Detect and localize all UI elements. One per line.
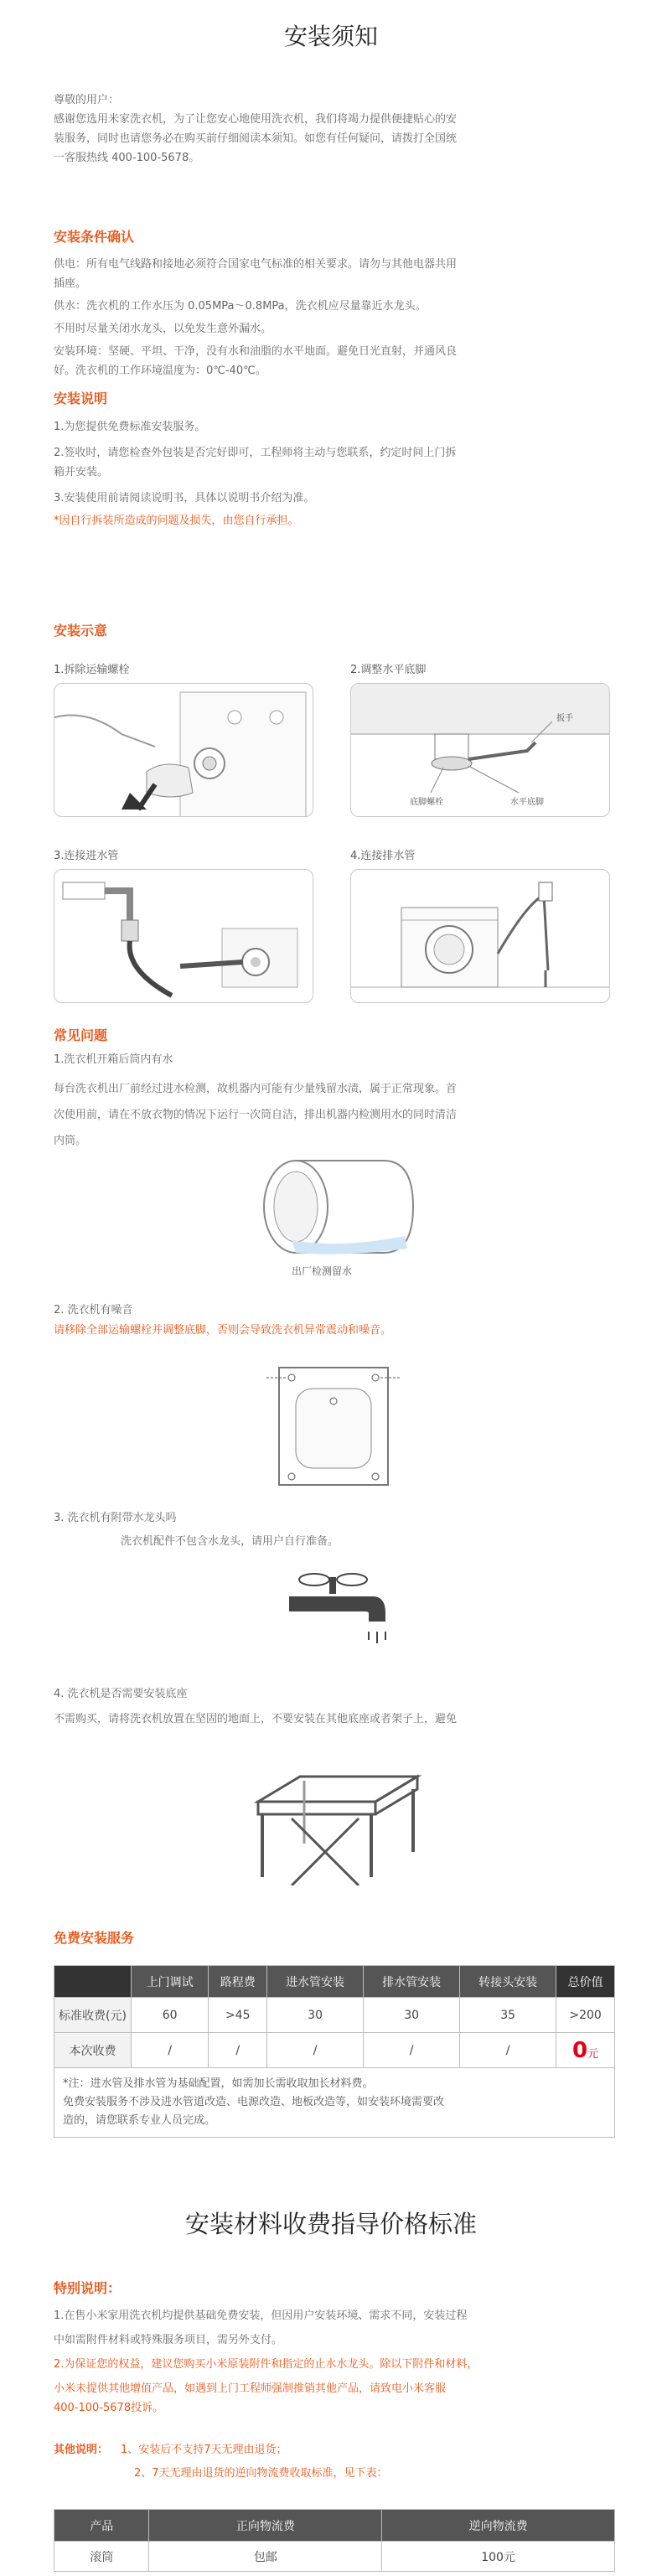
intro-line: 感谢您选用米家洗衣机，为了让您安心地使用洗衣机，我们将竭力提供便捷贴心的安 (54, 113, 458, 126)
table-cell: 30 (364, 1998, 460, 2033)
fees-col-header: 总价值 (556, 1966, 615, 1998)
conditions-line: 不用时尽量关闭水龙头，以免发生意外漏水。 (54, 323, 272, 335)
step-1-illustration (54, 683, 313, 817)
intro-text (54, 110, 623, 168)
materials-orange-line: 小米未提供其他增值产品，如遇到上门工程师强制推销其他产品，请致电小米客服 (54, 2382, 447, 2395)
table-cell: / (460, 2033, 556, 2068)
instructions-line: 箱并安装。 (54, 466, 109, 478)
conditions-line: 供电：所有电气线路和接地必须符合国家电气标准的相关要求。请勿与其他电器共用 (54, 258, 458, 271)
conditions-text (54, 255, 632, 380)
fees-col-header: 排水管安装 (364, 1966, 460, 1998)
materials-line: 1.在售小米家用洗衣机均提供基础免费安装，但因用户安装环境、需求不同，安装过程 (54, 2310, 468, 2322)
faq-heading: 常见问题 (54, 1027, 108, 1043)
table-cell: 标准收费(元) (54, 1998, 132, 2033)
table-cell: 35 (460, 1998, 556, 2033)
instructions-line: 3.安装使用前请阅读说明书，具体以说明书介绍为准。 (54, 492, 315, 504)
step-2-label: 2.调整水平底脚 (350, 664, 427, 676)
table-row (54, 2542, 615, 2572)
special-heading: 特别说明： (54, 2280, 122, 2296)
materials-text (54, 2306, 632, 2418)
step-1-label: 1.拆除运输螺栓 (54, 664, 130, 676)
conditions-line: 插座。 (54, 277, 87, 290)
faucet-icon (289, 1563, 390, 1655)
other-line: 2、7天无理由退货的逆向物流费收取标准，见下表： (134, 2467, 388, 2480)
instructions-line: 1.为您提供免费标准安装服务。 (54, 421, 206, 433)
adjust-foot-drawing (351, 684, 610, 817)
faq-q2-answer: 请移除全部运输螺栓并调整底脚，否则会导致洗衣机异常震动和噪音。 (54, 1324, 392, 1337)
fees-header-row (54, 1966, 615, 1998)
greeting: 尊敬的用户： (54, 94, 120, 106)
washer-back-drawing (266, 1351, 401, 1493)
conditions-line: 供水：洗衣机的工作水压为 0.05MPa～0.8MPa，洗衣机应尽量靠近水龙头。 (54, 300, 427, 313)
fees-col-header: 上门调试 (132, 1966, 209, 1998)
fees-heading: 免费安装服务 (54, 1930, 135, 1946)
fees-table (54, 1965, 615, 2138)
table-cell: 滚筒 (54, 2542, 149, 2572)
faq-q4-answer: 不需购买，请将洗衣机放置在坚固的地面上，不要安装在其他底座或者架子上，避免 (54, 1713, 458, 1725)
other-line: 1、安装后不支持7天无理由退货； (121, 2444, 287, 2456)
step-3-label: 3.连接进水管 (54, 850, 119, 862)
step-2-illustration (350, 683, 610, 817)
table-cell: / (364, 2033, 460, 2068)
fees-col-header: 路程费 (209, 1966, 267, 1998)
fees-note: 造的，请您联系专业人员完成。 (63, 2114, 216, 2127)
total-price: 0 (572, 2037, 588, 2063)
table-cell: / (267, 2033, 364, 2068)
logistics-header-row (54, 2510, 615, 2542)
logistics-col-header: 产品 (54, 2510, 149, 2542)
conditions-line: 好。洗衣机的工作环境温度为：0℃-40℃。 (54, 365, 266, 377)
faq-q1-line: 每台洗衣机出厂前经过进水检测，故机器内可能有少量残留水渍，属于正常现象。首 (54, 1083, 458, 1095)
table-cell: 60 (132, 1998, 209, 2033)
fees-notes-row (54, 2068, 615, 2138)
fees-note: *注：进水管及排水管为基础配置，如需加长需收取加长材料费。 (63, 2077, 374, 2090)
intro-line: 装服务，同时也请您务必在购买前仔细阅读本须知。如您有任何疑问，请拨打全国统 (54, 132, 458, 145)
remove-bolt-drawing (54, 684, 313, 817)
table-cell: / (132, 2033, 209, 2068)
table-row (54, 2033, 615, 2068)
faq-q4-title: 4. 洗衣机是否需要安装底座 (54, 1688, 188, 1700)
logistics-table (54, 2509, 615, 2572)
diagrams-heading: 安装示意 (54, 623, 108, 639)
faq-q3-title: 3. 洗衣机有附带水龙头吗 (54, 1512, 177, 1524)
table-cell: 本次收费 (54, 2033, 132, 2068)
foot-label: 水平底脚 (510, 798, 544, 807)
fees-note: 免费安装服务不涉及进水管道改造、电源改造、地板改造等，如安装环境需要改 (63, 2096, 445, 2108)
wrench-label: 扳手 (556, 714, 573, 723)
step-4-label: 4.连接排水管 (350, 850, 416, 862)
faq-q2-title: 2. 洗衣机有噪音 (54, 1304, 133, 1316)
page-title: 安装须知 (283, 23, 378, 50)
fees-col-header: 进水管安装 (267, 1966, 364, 1998)
instructions-warning: *因自行拆装所造成的问题及损失，由您自行承担。 (54, 515, 299, 527)
materials-orange-line: 2.为保证您的权益，建议您购买小米原装附件和指定的止水水龙头。除以下附件和材料， (54, 2358, 478, 2371)
total-price-cell (556, 2033, 615, 2068)
fees-notes (54, 2068, 615, 2138)
instructions-heading: 安装说明 (54, 391, 108, 406)
faq-q1-line: 内筒。 (54, 1135, 87, 1147)
faq-q1-answer (54, 1079, 632, 1151)
logistics-col-header: 逆向物流费 (382, 2510, 615, 2542)
table-cell: 包邮 (149, 2542, 382, 2572)
fees-col-header (54, 1966, 132, 1998)
table-cell: 100元 (382, 2542, 615, 2572)
connect-drain-drawing (351, 870, 610, 1003)
materials-line: 中如需附件材料或特殊服务项目，需另外支付。 (54, 2334, 283, 2346)
step-4-illustration (350, 869, 610, 1003)
connect-inlet-drawing (54, 870, 313, 1003)
table-cell: >45 (209, 1998, 267, 2033)
bolt-label: 底脚螺栓 (410, 798, 443, 807)
total-price-unit: 元 (587, 2047, 599, 2061)
table-row (54, 1998, 615, 2033)
other-label: 其他说明： (54, 2444, 109, 2456)
table-cell: / (209, 2033, 267, 2068)
no-stand-drawing (241, 1768, 426, 1885)
materials-title: 安装材料收费指导价格标准 (184, 2210, 477, 2238)
logistics-col-header: 正向物流费 (149, 2510, 382, 2542)
table-cell: >200 (556, 1998, 615, 2033)
conditions-heading: 安装条件确认 (54, 229, 135, 245)
conditions-line: 安装环境：坚硬、平坦、干净，没有水和油脂的水平地面。避免日光直射，并通风良 (54, 345, 458, 358)
materials-orange-line: 400-100-5678投诉。 (54, 2402, 164, 2414)
fees-col-header: 转接头安装 (460, 1966, 556, 1998)
step-3-illustration (54, 869, 313, 1003)
faq-q1-caption: 出厂检测留水 (292, 1265, 353, 1277)
table-cell: 30 (267, 1998, 364, 2033)
drum-water-drawing (258, 1156, 417, 1257)
faq-q3-answer: 洗衣机配件不包含水龙头，请用户自行准备。 (121, 1535, 339, 1548)
instructions-line: 2.签收时，请您检查外包装是否完好即可，工程师将主动与您联系，约定时间上门拆 (54, 447, 457, 459)
instructions-text (54, 417, 632, 530)
faq-q1-line: 次使用前，请在不放衣物的情况下运行一次筒自洁，排出机器内检测用水的同时清洁 (54, 1109, 458, 1121)
intro-line: 一客服热线 400-100-5678。 (54, 152, 200, 164)
faq-q1-title: 1.洗衣机开箱后筒内有水 (54, 1053, 173, 1066)
